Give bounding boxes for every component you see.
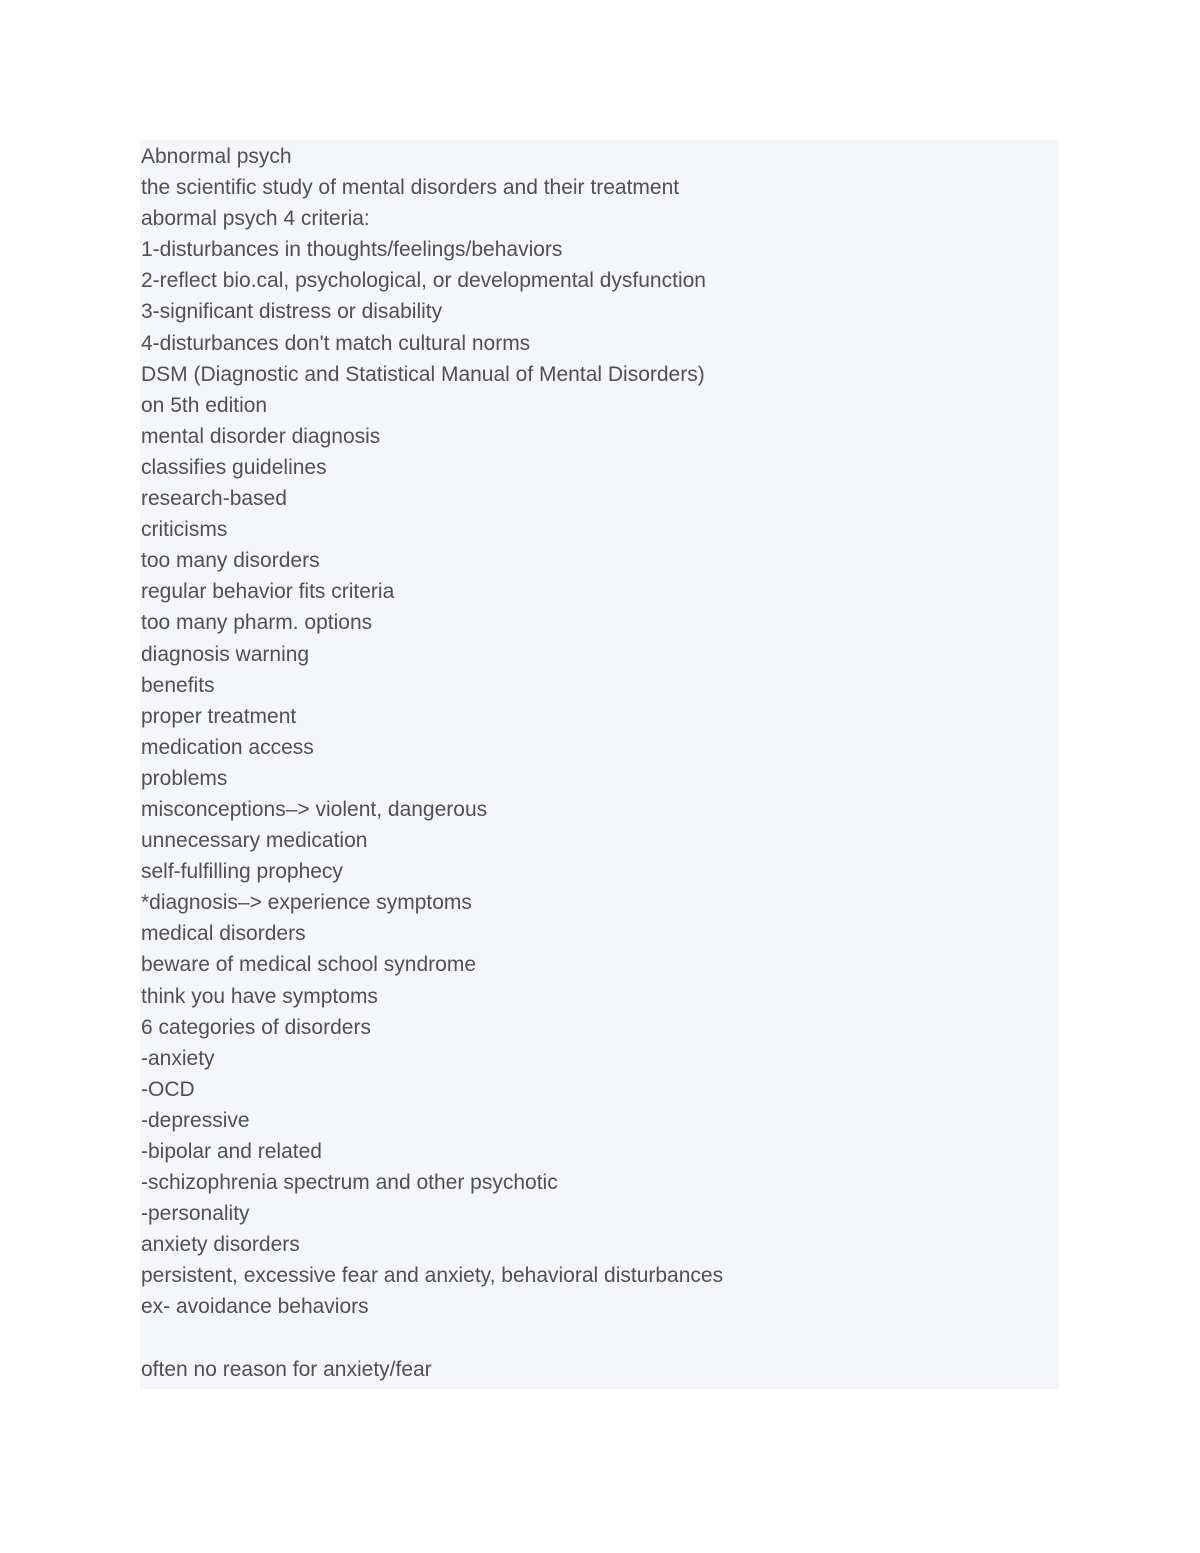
note-line: -OCD	[141, 1077, 195, 1101]
note-line: diagnosis warning	[141, 642, 310, 666]
note-line: benefits	[141, 673, 215, 697]
note-line: anxiety disorders	[141, 1233, 300, 1257]
note-line: problems	[141, 766, 228, 790]
note-line: medication access	[141, 735, 314, 759]
note-line: -schizophrenia spectrum and other psychotic	[141, 1171, 558, 1195]
note-line: criticisms	[141, 518, 228, 542]
note-line: beware of medical school syndrome	[141, 953, 476, 977]
notes-block	[140, 140, 1059, 1389]
note-line: on 5th edition	[141, 393, 268, 417]
note-line: the scientific study of mental disorders and their treatment	[141, 176, 680, 200]
note-line: mental disorder diagnosis	[141, 424, 381, 448]
note-line: persistent, excessive fear and anxiety, behavioral disturbances	[141, 1264, 724, 1288]
note-line: misconceptions–> violent, dangerous	[141, 797, 488, 821]
note-line: -personality	[141, 1202, 250, 1226]
note-line: -bipolar and related	[141, 1140, 322, 1163]
note-line: medical disorders	[141, 922, 306, 946]
note-line: -anxiety	[141, 1046, 215, 1070]
note-line: -depressive	[141, 1108, 250, 1132]
note-line: think you have symptoms	[141, 984, 378, 1008]
note-line: self-fulfilling prophecy	[141, 860, 343, 884]
note-title: Abnormal psych	[141, 145, 292, 168]
note-line: classifies guidelines	[141, 455, 327, 479]
note-line: 1-disturbances in thoughts/feelings/behaviors	[141, 238, 563, 262]
note-line: often no reason for anxiety/fear	[141, 1357, 432, 1381]
note-line: 6 categories of disorders	[141, 1015, 371, 1039]
note-line: abormal psych 4 criteria:	[141, 207, 370, 231]
note-line: *diagnosis–> experience symptoms	[141, 891, 472, 915]
note-line: proper treatment	[141, 704, 297, 728]
note-line: too many pharm. options	[141, 611, 373, 635]
note-line: research-based	[141, 487, 287, 511]
note-line: 4-disturbances don't match cultural norms	[141, 331, 531, 355]
note-line: DSM (Diagnostic and Statistical Manual of Mental Disorders)	[141, 362, 705, 386]
note-line: regular behavior fits criteria	[141, 580, 395, 604]
note-line: too many disorders	[141, 549, 320, 573]
note-line: 3-significant distress or disability	[141, 300, 443, 324]
note-line: 2-reflect bio.cal, psychological, or developmental dysfunction	[141, 269, 706, 293]
blank-line	[140, 1323, 1059, 1354]
note-line: ex- avoidance behaviors	[141, 1295, 369, 1319]
note-line: unnecessary medication	[141, 829, 368, 853]
